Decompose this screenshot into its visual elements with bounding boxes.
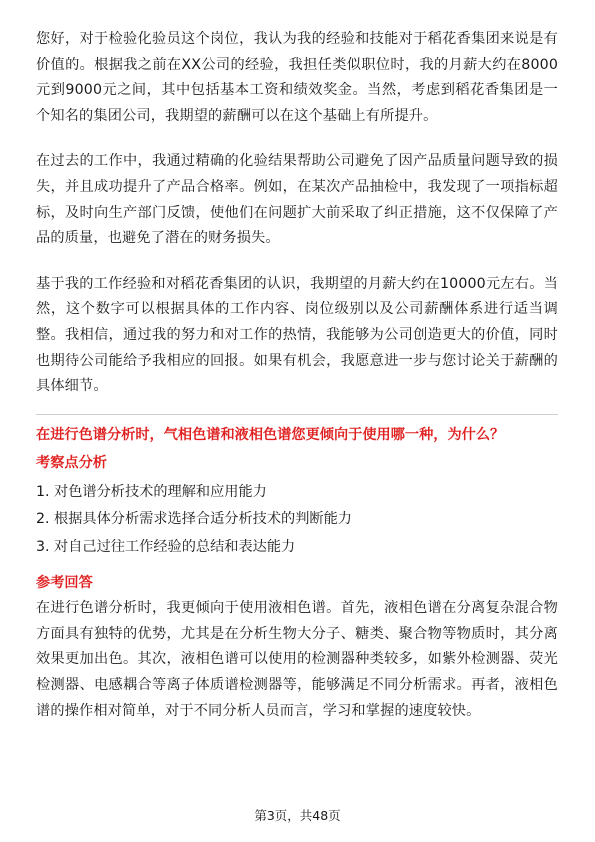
body-paragraph-2: 在过去的工作中，我通过精确的化验结果帮助公司避免了因产品质量问题导致的损失，并且成功提升了产品合格率。例如，在某次产品抽检中，我发现了一项指标超标，及时向生产部门反馈，使他们在问题扩大前采取了纠正措施，这不仅保障了产品的质量，也避免了潜在的财务损失。 xyxy=(36,153,558,247)
analysis-points-list xyxy=(36,479,558,562)
page-content xyxy=(36,27,558,724)
analysis-point-3: 3. 对自己过往工作经验的总结和表达能力 xyxy=(36,538,296,555)
body-paragraph-3: 基于我的工作经验和对稻花香集团的认识，我期望的月薪大约在10000元左右。当然，这个数字可以根据具体的工作内容、岗位级别以及公司薪酬体系进行适当调整。我相信，通过我的努力和对工作的热情，我能够为公司创造更大的价值，同时也期待公司能给予我相应的回报。如果有机会，我愿意进一步与您讨论关于薪酬的具体细节。 xyxy=(36,275,558,395)
analysis-heading: 考察点分析 xyxy=(36,454,107,471)
analysis-point-2: 2. 根据具体分析需求选择合适分析技术的判断能力 xyxy=(36,511,352,528)
section-divider xyxy=(36,414,558,415)
page-number-footer: 第3页，共48页 xyxy=(254,808,341,823)
body-paragraph-1: 您好，对于检验化验员这个岗位，我认为我的经验和技能对于稻花香集团来说是有价值的。根据我之前在XX公司的经验，我担任类似职位时，我的月薪大约在8000元到9000元之间，其中包括基本工资和绩效奖金。当然，考虑到稻花香集团是一个知名的集团公司，我期望的薪酬可以在这个基础上有所提升。 xyxy=(36,31,558,124)
answer-heading: 参考回答 xyxy=(36,575,93,592)
reference-answer: 在进行色谱分析时，我更倾向于使用液相色谱。首先，液相色谱在分离复杂混合物方面具有独特的优势，尤其是在分析生物大分子、糖类、聚合物等物质时，其分离效果更加出色。其次，液相色谱可以使用的检测器种类较多，如紫外检测器、荧光检测器、电感耦合等离子体质谱检测器等，能够满足不同分析需求。再者，液相色谱的操作相对简单，对于不同分析人员而言，学习和掌握的速度较快。 xyxy=(36,600,558,719)
interview-question: 在进行色谱分析时，气相色谱和液相色谱您更倾向于使用哪一种，为什么？ xyxy=(36,426,505,443)
analysis-point-1: 1. 对色谱分析技术的理解和应用能力 xyxy=(36,483,267,500)
